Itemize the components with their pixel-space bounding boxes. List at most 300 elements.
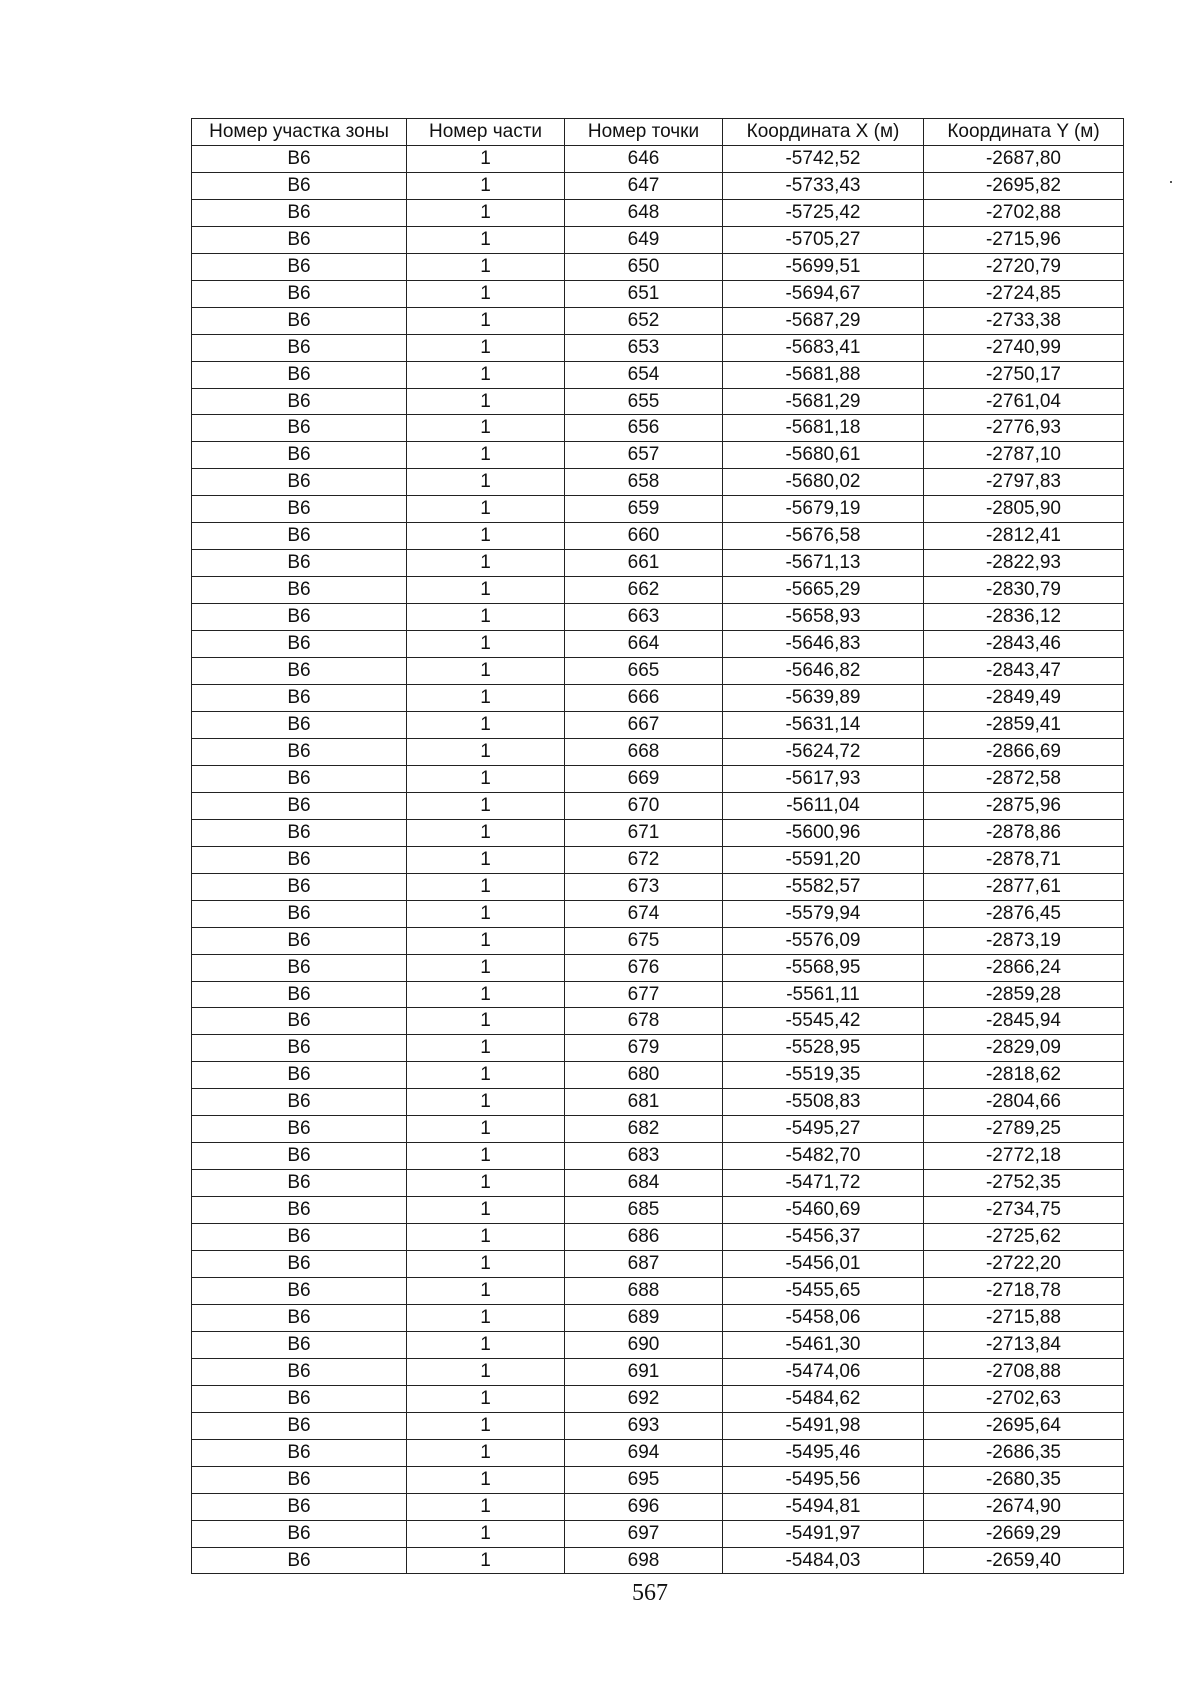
- coordinate-x-cell: -5679,19: [723, 496, 924, 523]
- table-row: [192, 307, 1124, 334]
- part-number-cell: 1: [407, 1277, 565, 1304]
- table-row: [192, 1358, 1124, 1385]
- zone-section-cell: В6: [192, 819, 407, 846]
- part-number-cell: 1: [407, 550, 565, 577]
- part-number-cell: 1: [407, 1089, 565, 1116]
- point-number-cell: 671: [565, 819, 723, 846]
- coordinate-x-cell: -5456,37: [723, 1224, 924, 1251]
- table-row: [192, 711, 1124, 738]
- table-row: [192, 1170, 1124, 1197]
- part-number-cell: 1: [407, 658, 565, 685]
- point-number-cell: 698: [565, 1547, 723, 1574]
- coordinate-y-cell: -2789,25: [924, 1116, 1124, 1143]
- table-row: [192, 550, 1124, 577]
- part-number-cell: 1: [407, 1008, 565, 1035]
- table-row: [192, 523, 1124, 550]
- point-number-cell: 678: [565, 1008, 723, 1035]
- point-number-cell: 670: [565, 792, 723, 819]
- table-row: [192, 199, 1124, 226]
- zone-section-cell: В6: [192, 1331, 407, 1358]
- part-number-cell: 1: [407, 819, 565, 846]
- part-number-cell: 1: [407, 307, 565, 334]
- table-row: [192, 253, 1124, 280]
- zone-section-cell: В6: [192, 550, 407, 577]
- point-number-cell: 673: [565, 873, 723, 900]
- coordinates-table: [191, 118, 1124, 1574]
- coordinate-x-cell: -5646,83: [723, 631, 924, 658]
- coordinate-y-cell: -2740,99: [924, 334, 1124, 361]
- zone-section-cell: В6: [192, 1008, 407, 1035]
- coordinate-x-cell: -5482,70: [723, 1143, 924, 1170]
- table-row: [192, 1547, 1124, 1574]
- coordinate-x-cell: -5456,01: [723, 1251, 924, 1278]
- part-number-cell: 1: [407, 1493, 565, 1520]
- coordinate-y-cell: -2659,40: [924, 1547, 1124, 1574]
- coordinate-y-cell: -2877,61: [924, 873, 1124, 900]
- point-number-cell: 649: [565, 226, 723, 253]
- page-number: 567: [632, 1580, 668, 1606]
- zone-section-cell: В6: [192, 469, 407, 496]
- table-row: [192, 1385, 1124, 1412]
- point-number-cell: 657: [565, 442, 723, 469]
- zone-section-cell: В6: [192, 631, 407, 658]
- coordinate-x-cell: -5528,95: [723, 1035, 924, 1062]
- part-number-cell: 1: [407, 388, 565, 415]
- coordinate-x-cell: -5458,06: [723, 1304, 924, 1331]
- table-header-row: [192, 119, 1124, 146]
- zone-section-cell: В6: [192, 1466, 407, 1493]
- coordinate-x-cell: -5665,29: [723, 577, 924, 604]
- zone-section-cell: В6: [192, 334, 407, 361]
- table-row: [192, 280, 1124, 307]
- part-number-cell: 1: [407, 1466, 565, 1493]
- table-row: [192, 577, 1124, 604]
- part-number-cell: 1: [407, 442, 565, 469]
- table-row: [192, 981, 1124, 1008]
- coordinate-x-cell: -5671,13: [723, 550, 924, 577]
- coordinate-y-cell: -2845,94: [924, 1008, 1124, 1035]
- table-row: [192, 1331, 1124, 1358]
- zone-section-cell: В6: [192, 846, 407, 873]
- zone-section-cell: В6: [192, 442, 407, 469]
- table-row: [192, 1251, 1124, 1278]
- table-row: [192, 1035, 1124, 1062]
- point-number-cell: 694: [565, 1439, 723, 1466]
- coordinate-y-cell: -2866,69: [924, 738, 1124, 765]
- point-number-cell: 665: [565, 658, 723, 685]
- table-row: [192, 145, 1124, 172]
- coordinate-x-cell: -5561,11: [723, 981, 924, 1008]
- point-number-cell: 686: [565, 1224, 723, 1251]
- table-row: [192, 765, 1124, 792]
- table-row: [192, 1143, 1124, 1170]
- point-number-cell: 689: [565, 1304, 723, 1331]
- coordinate-x-cell: -5455,65: [723, 1277, 924, 1304]
- coordinate-y-cell: -2695,82: [924, 172, 1124, 199]
- part-number-cell: 1: [407, 199, 565, 226]
- zone-section-cell: В6: [192, 1412, 407, 1439]
- coordinate-y-cell: -2674,90: [924, 1493, 1124, 1520]
- table-row: [192, 604, 1124, 631]
- coordinates-table-container: [191, 118, 1123, 1574]
- coordinate-y-cell: -2843,46: [924, 631, 1124, 658]
- table-row: [192, 442, 1124, 469]
- coordinate-y-cell: -2687,80: [924, 145, 1124, 172]
- part-number-cell: 1: [407, 981, 565, 1008]
- table-row: [192, 496, 1124, 523]
- table-row: [192, 819, 1124, 846]
- coordinate-x-cell: -5591,20: [723, 846, 924, 873]
- part-number-cell: 1: [407, 1143, 565, 1170]
- zone-section-cell: В6: [192, 307, 407, 334]
- table-row: [192, 1008, 1124, 1035]
- table-row: [192, 1277, 1124, 1304]
- coordinate-y-cell: -2822,93: [924, 550, 1124, 577]
- coordinate-y-cell: -2734,75: [924, 1197, 1124, 1224]
- coordinate-x-cell: -5646,82: [723, 658, 924, 685]
- point-number-cell: 652: [565, 307, 723, 334]
- point-number-cell: 669: [565, 765, 723, 792]
- coordinate-y-cell: -2797,83: [924, 469, 1124, 496]
- part-number-cell: 1: [407, 280, 565, 307]
- point-number-cell: 654: [565, 361, 723, 388]
- coordinate-x-cell: -5681,29: [723, 388, 924, 415]
- point-number-cell: 692: [565, 1385, 723, 1412]
- point-number-cell: 672: [565, 846, 723, 873]
- coordinate-y-cell: -2718,78: [924, 1277, 1124, 1304]
- coordinate-y-cell: -2720,79: [924, 253, 1124, 280]
- zone-section-cell: В6: [192, 1224, 407, 1251]
- point-number-cell: 666: [565, 685, 723, 712]
- coordinate-x-cell: -5471,72: [723, 1170, 924, 1197]
- table-row: [192, 792, 1124, 819]
- zone-section-cell: В6: [192, 1358, 407, 1385]
- coordinate-x-cell: -5658,93: [723, 604, 924, 631]
- point-number-cell: 663: [565, 604, 723, 631]
- table-row: [192, 334, 1124, 361]
- zone-section-cell: В6: [192, 1547, 407, 1574]
- part-number-cell: 1: [407, 631, 565, 658]
- part-number-cell: 1: [407, 361, 565, 388]
- header-part-number: Номер части: [407, 119, 565, 146]
- point-number-cell: 687: [565, 1251, 723, 1278]
- part-number-cell: 1: [407, 1520, 565, 1547]
- part-number-cell: 1: [407, 846, 565, 873]
- part-number-cell: 1: [407, 1439, 565, 1466]
- coordinate-x-cell: -5683,41: [723, 334, 924, 361]
- coordinate-y-cell: -2686,35: [924, 1439, 1124, 1466]
- table-row: [192, 658, 1124, 685]
- zone-section-cell: В6: [192, 604, 407, 631]
- table-row: [192, 685, 1124, 712]
- coordinate-y-cell: -2804,66: [924, 1089, 1124, 1116]
- point-number-cell: 680: [565, 1062, 723, 1089]
- part-number-cell: 1: [407, 1412, 565, 1439]
- zone-section-cell: В6: [192, 765, 407, 792]
- table-row: [192, 873, 1124, 900]
- point-number-cell: 667: [565, 711, 723, 738]
- zone-section-cell: В6: [192, 792, 407, 819]
- coordinate-x-cell: -5639,89: [723, 685, 924, 712]
- point-number-cell: 685: [565, 1197, 723, 1224]
- part-number-cell: 1: [407, 685, 565, 712]
- point-number-cell: 679: [565, 1035, 723, 1062]
- coordinate-x-cell: -5545,42: [723, 1008, 924, 1035]
- point-number-cell: 676: [565, 954, 723, 981]
- zone-section-cell: В6: [192, 658, 407, 685]
- zone-section-cell: В6: [192, 1197, 407, 1224]
- point-number-cell: 681: [565, 1089, 723, 1116]
- part-number-cell: 1: [407, 334, 565, 361]
- coordinate-x-cell: -5484,03: [723, 1547, 924, 1574]
- coordinate-x-cell: -5624,72: [723, 738, 924, 765]
- zone-section-cell: В6: [192, 145, 407, 172]
- part-number-cell: 1: [407, 415, 565, 442]
- zone-section-cell: В6: [192, 1170, 407, 1197]
- part-number-cell: 1: [407, 873, 565, 900]
- point-number-cell: 684: [565, 1170, 723, 1197]
- coordinate-x-cell: -5676,58: [723, 523, 924, 550]
- point-number-cell: 660: [565, 523, 723, 550]
- coordinate-y-cell: -2859,41: [924, 711, 1124, 738]
- coordinate-y-cell: -2876,45: [924, 900, 1124, 927]
- zone-section-cell: В6: [192, 1277, 407, 1304]
- point-number-cell: 655: [565, 388, 723, 415]
- zone-section-cell: В6: [192, 685, 407, 712]
- part-number-cell: 1: [407, 954, 565, 981]
- coordinate-x-cell: -5568,95: [723, 954, 924, 981]
- coordinate-y-cell: -2836,12: [924, 604, 1124, 631]
- coordinate-y-cell: -2725,62: [924, 1224, 1124, 1251]
- point-number-cell: 662: [565, 577, 723, 604]
- part-number-cell: 1: [407, 253, 565, 280]
- part-number-cell: 1: [407, 523, 565, 550]
- coordinate-y-cell: -2715,88: [924, 1304, 1124, 1331]
- coordinate-x-cell: -5495,46: [723, 1439, 924, 1466]
- part-number-cell: 1: [407, 765, 565, 792]
- point-number-cell: 664: [565, 631, 723, 658]
- zone-section-cell: В6: [192, 1520, 407, 1547]
- part-number-cell: 1: [407, 1224, 565, 1251]
- header-zone-section: Номер участка зоны: [192, 119, 407, 146]
- part-number-cell: 1: [407, 226, 565, 253]
- table-row: [192, 388, 1124, 415]
- coordinate-x-cell: -5611,04: [723, 792, 924, 819]
- zone-section-cell: В6: [192, 577, 407, 604]
- coordinate-x-cell: -5579,94: [723, 900, 924, 927]
- point-number-cell: 697: [565, 1520, 723, 1547]
- point-number-cell: 651: [565, 280, 723, 307]
- part-number-cell: 1: [407, 1170, 565, 1197]
- coordinate-y-cell: -2733,38: [924, 307, 1124, 334]
- coordinate-x-cell: -5705,27: [723, 226, 924, 253]
- coordinate-x-cell: -5681,88: [723, 361, 924, 388]
- zone-section-cell: В6: [192, 1439, 407, 1466]
- zone-section-cell: В6: [192, 523, 407, 550]
- part-number-cell: 1: [407, 1116, 565, 1143]
- table-row: [192, 1493, 1124, 1520]
- coordinate-x-cell: -5491,97: [723, 1520, 924, 1547]
- table-row: [192, 1197, 1124, 1224]
- part-number-cell: 1: [407, 738, 565, 765]
- point-number-cell: 646: [565, 145, 723, 172]
- zone-section-cell: В6: [192, 900, 407, 927]
- point-number-cell: 668: [565, 738, 723, 765]
- zone-section-cell: В6: [192, 873, 407, 900]
- zone-section-cell: В6: [192, 1062, 407, 1089]
- zone-section-cell: В6: [192, 954, 407, 981]
- coordinate-y-cell: -2873,19: [924, 927, 1124, 954]
- part-number-cell: 1: [407, 496, 565, 523]
- coordinate-x-cell: -5680,02: [723, 469, 924, 496]
- coordinate-x-cell: -5495,56: [723, 1466, 924, 1493]
- point-number-cell: 682: [565, 1116, 723, 1143]
- coordinate-y-cell: -2843,47: [924, 658, 1124, 685]
- coordinate-x-cell: -5491,98: [723, 1412, 924, 1439]
- table-row: [192, 172, 1124, 199]
- coordinate-y-cell: -2866,24: [924, 954, 1124, 981]
- coordinate-x-cell: -5742,52: [723, 145, 924, 172]
- table-row: [192, 226, 1124, 253]
- table-body: [192, 145, 1124, 1574]
- coordinate-x-cell: -5576,09: [723, 927, 924, 954]
- point-number-cell: 653: [565, 334, 723, 361]
- coordinate-y-cell: -2812,41: [924, 523, 1124, 550]
- coordinate-x-cell: -5460,69: [723, 1197, 924, 1224]
- point-number-cell: 695: [565, 1466, 723, 1493]
- zone-section-cell: В6: [192, 981, 407, 1008]
- zone-section-cell: В6: [192, 1304, 407, 1331]
- table-row: [192, 900, 1124, 927]
- header-point-number: Номер точки: [565, 119, 723, 146]
- coordinate-x-cell: -5725,42: [723, 199, 924, 226]
- part-number-cell: 1: [407, 1304, 565, 1331]
- coordinate-x-cell: -5474,06: [723, 1358, 924, 1385]
- zone-section-cell: В6: [192, 1251, 407, 1278]
- table-row: [192, 738, 1124, 765]
- part-number-cell: 1: [407, 711, 565, 738]
- table-row: [192, 1520, 1124, 1547]
- point-number-cell: 647: [565, 172, 723, 199]
- part-number-cell: 1: [407, 1547, 565, 1574]
- header-coordinate-y: Координата Y (м): [924, 119, 1124, 146]
- part-number-cell: 1: [407, 1385, 565, 1412]
- coordinate-y-cell: -2715,96: [924, 226, 1124, 253]
- zone-section-cell: В6: [192, 1385, 407, 1412]
- table-row: [192, 1412, 1124, 1439]
- table-row: [192, 954, 1124, 981]
- zone-section-cell: В6: [192, 1089, 407, 1116]
- table-row: [192, 846, 1124, 873]
- header-coordinate-x: Координата X (м): [723, 119, 924, 146]
- coordinate-x-cell: -5600,96: [723, 819, 924, 846]
- part-number-cell: 1: [407, 1251, 565, 1278]
- coordinate-x-cell: -5699,51: [723, 253, 924, 280]
- point-number-cell: 674: [565, 900, 723, 927]
- point-number-cell: 659: [565, 496, 723, 523]
- zone-section-cell: В6: [192, 1493, 407, 1520]
- coordinate-x-cell: -5495,27: [723, 1116, 924, 1143]
- coordinate-x-cell: -5582,57: [723, 873, 924, 900]
- zone-section-cell: В6: [192, 388, 407, 415]
- coordinate-y-cell: -2776,93: [924, 415, 1124, 442]
- coordinate-x-cell: -5680,61: [723, 442, 924, 469]
- point-number-cell: 690: [565, 1331, 723, 1358]
- point-number-cell: 691: [565, 1358, 723, 1385]
- point-number-cell: 650: [565, 253, 723, 280]
- coordinate-y-cell: -2724,85: [924, 280, 1124, 307]
- point-number-cell: 693: [565, 1412, 723, 1439]
- coordinate-y-cell: -2878,86: [924, 819, 1124, 846]
- coordinate-y-cell: -2830,79: [924, 577, 1124, 604]
- zone-section-cell: В6: [192, 361, 407, 388]
- table-row: [192, 1304, 1124, 1331]
- coordinate-y-cell: -2872,58: [924, 765, 1124, 792]
- table-row: [192, 361, 1124, 388]
- zone-section-cell: В6: [192, 927, 407, 954]
- coordinate-y-cell: -2752,35: [924, 1170, 1124, 1197]
- coordinate-y-cell: -2680,35: [924, 1466, 1124, 1493]
- zone-section-cell: В6: [192, 1143, 407, 1170]
- coordinate-y-cell: -2750,17: [924, 361, 1124, 388]
- table-row: [192, 1439, 1124, 1466]
- zone-section-cell: В6: [192, 1035, 407, 1062]
- coordinate-x-cell: -5508,83: [723, 1089, 924, 1116]
- part-number-cell: 1: [407, 145, 565, 172]
- table-row: [192, 1466, 1124, 1493]
- table-row: [192, 415, 1124, 442]
- part-number-cell: 1: [407, 1197, 565, 1224]
- zone-section-cell: В6: [192, 738, 407, 765]
- coordinate-y-cell: -2859,28: [924, 981, 1124, 1008]
- coordinate-y-cell: -2772,18: [924, 1143, 1124, 1170]
- zone-section-cell: В6: [192, 711, 407, 738]
- point-number-cell: 677: [565, 981, 723, 1008]
- coordinate-x-cell: -5694,67: [723, 280, 924, 307]
- coordinate-x-cell: -5461,30: [723, 1331, 924, 1358]
- coordinate-y-cell: -2669,29: [924, 1520, 1124, 1547]
- coordinate-y-cell: -2805,90: [924, 496, 1124, 523]
- coordinate-y-cell: -2713,84: [924, 1331, 1124, 1358]
- part-number-cell: 1: [407, 1035, 565, 1062]
- zone-section-cell: В6: [192, 199, 407, 226]
- zone-section-cell: В6: [192, 280, 407, 307]
- table-row: [192, 469, 1124, 496]
- zone-section-cell: В6: [192, 415, 407, 442]
- point-number-cell: 675: [565, 927, 723, 954]
- coordinate-x-cell: -5519,35: [723, 1062, 924, 1089]
- point-number-cell: 696: [565, 1493, 723, 1520]
- coordinate-y-cell: -2722,20: [924, 1251, 1124, 1278]
- zone-section-cell: В6: [192, 1116, 407, 1143]
- part-number-cell: 1: [407, 1358, 565, 1385]
- part-number-cell: 1: [407, 792, 565, 819]
- coordinate-y-cell: -2818,62: [924, 1062, 1124, 1089]
- coordinate-y-cell: -2702,88: [924, 199, 1124, 226]
- coordinate-y-cell: -2708,88: [924, 1358, 1124, 1385]
- part-number-cell: 1: [407, 1062, 565, 1089]
- coordinate-y-cell: -2787,10: [924, 442, 1124, 469]
- table-row: [192, 927, 1124, 954]
- point-number-cell: 661: [565, 550, 723, 577]
- zone-section-cell: В6: [192, 226, 407, 253]
- point-number-cell: 688: [565, 1277, 723, 1304]
- coordinate-x-cell: -5631,14: [723, 711, 924, 738]
- coordinate-y-cell: -2761,04: [924, 388, 1124, 415]
- point-number-cell: 683: [565, 1143, 723, 1170]
- part-number-cell: 1: [407, 927, 565, 954]
- part-number-cell: 1: [407, 900, 565, 927]
